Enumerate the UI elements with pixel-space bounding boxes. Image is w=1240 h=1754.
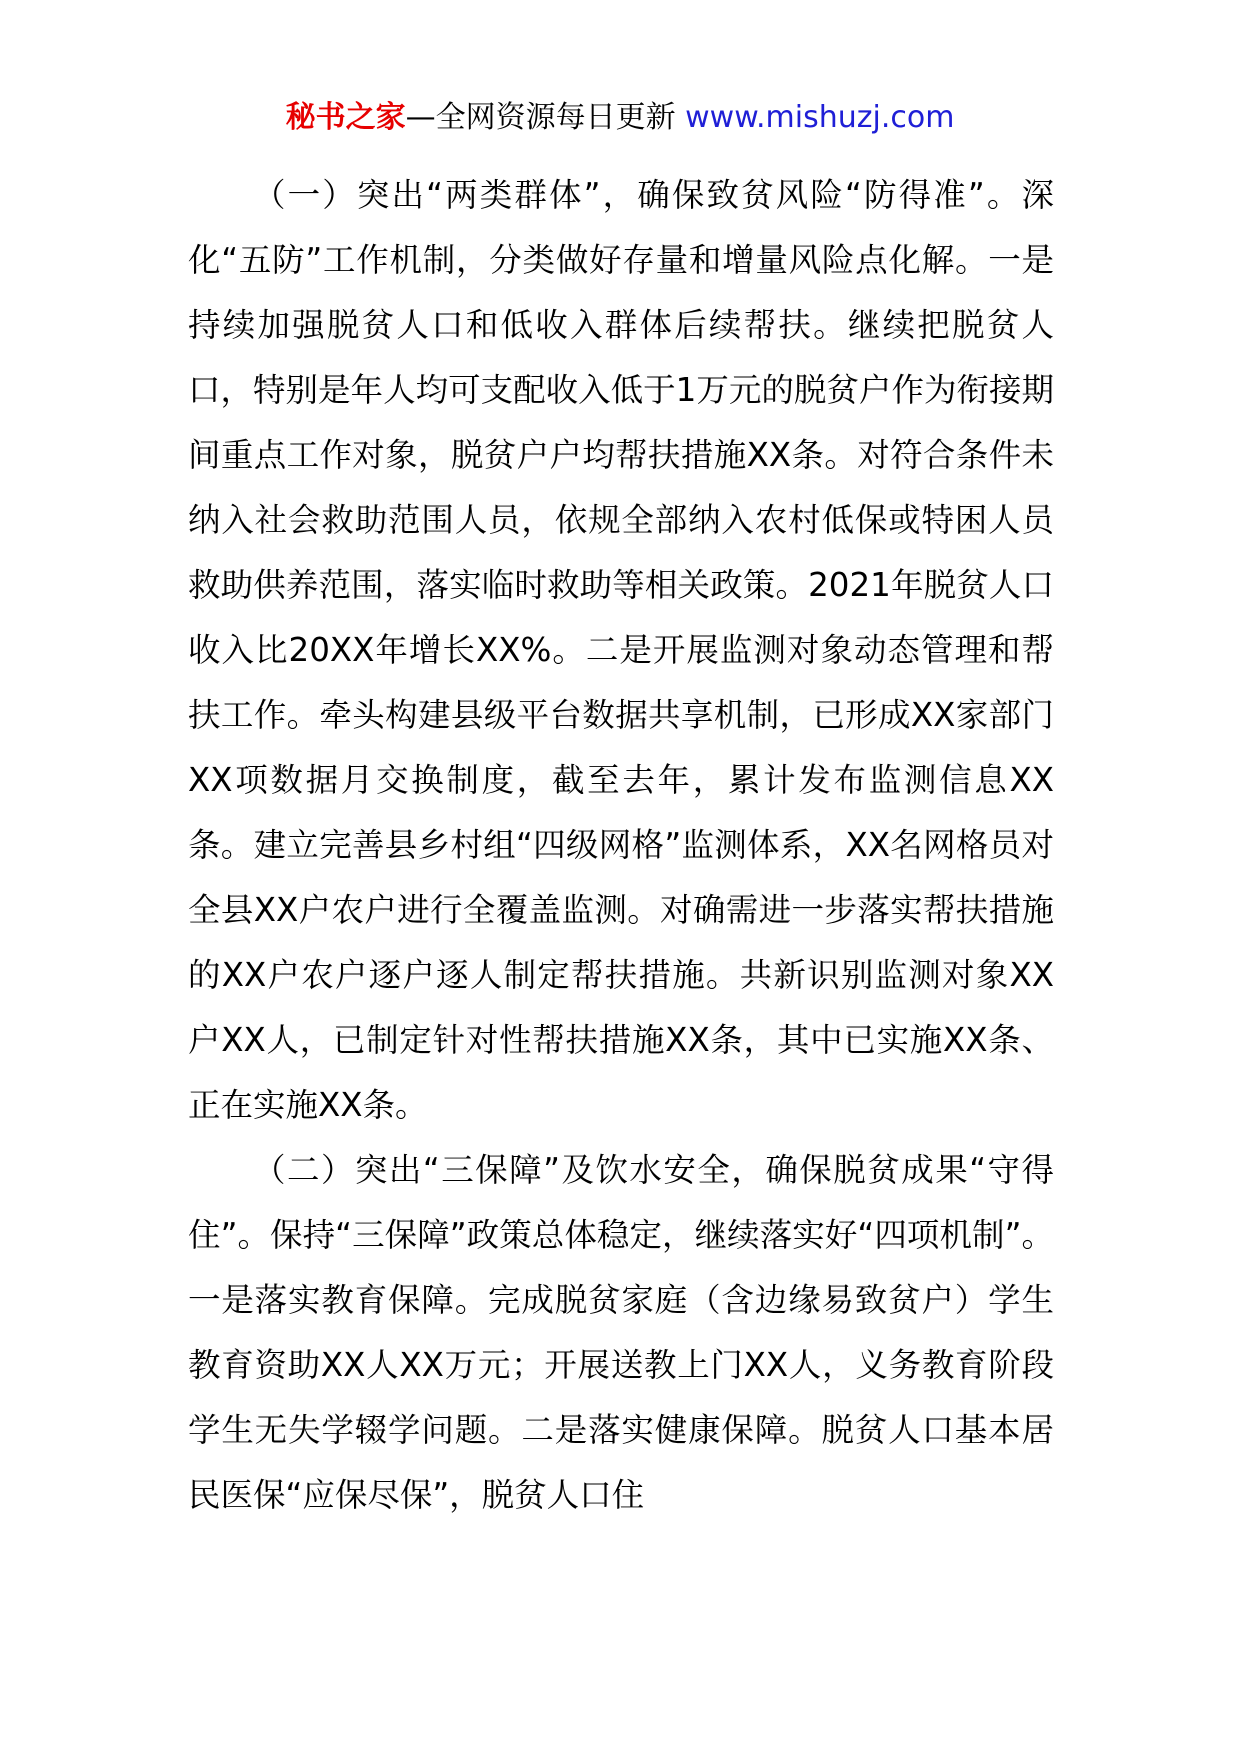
document-body [188,163,1054,1528]
site-header [0,98,1240,138]
site-brand: 秘书之家 [285,100,406,135]
site-tagline: —全网资源每日更新 [405,100,676,135]
paragraph-1: （一）突出“两类群体”，确保致贫风险“防得准”。深化“五防”工作机制，分类做好存量和增量风险点化解。一是持续加强脱贫人口和低收入群体后续帮扶。继续把脱贫人口，特别是年人均可支配收入低于1万元的脱贫户作为衔接期间重点工作对象，脱贫户户均帮扶措施XX条。对符合条件未纳入社会救助范围人员，依规全部纳入农村低保或特困人员救助供养范围，落实临时救助等相关政策。2021年脱贫人口收入比20XX年增长XX%。二是开展监测对象动态管理和帮扶工作。牵头构建县级平台数据共享机制，已形成XX家部门XX项数据月交换制度，截至去年，累计发布监测信息XX条。建立完善县乡村组“四级网格”监测体系，XX名网格员对全县XX户农户进行全覆盖监测。对确需进一步落实帮扶措施的XX户农户逐户逐人制定帮扶措施。共新识别监测对象XX户XX人，已制定针对性帮扶措施XX条，其中已实施XX条、正在实施XX条。 [188,176,1054,1124]
site-url-link[interactable]: www.mishuzj.com [685,100,955,135]
paragraph-2: （二）突出“三保障”及饮水安全，确保脱贫成果“守得住”。保持“三保障”政策总体稳定，继续落实好“四项机制”。一是落实教育保障。完成脱贫家庭（含边缘易致贫户）学生教育资助XX人XX万元；开展送教上门XX人，义务教育阶段学生无失学辍学问题。二是落实健康保障。脱贫人口基本居民医保“应保尽保”，脱贫人口住 [188,1151,1054,1514]
